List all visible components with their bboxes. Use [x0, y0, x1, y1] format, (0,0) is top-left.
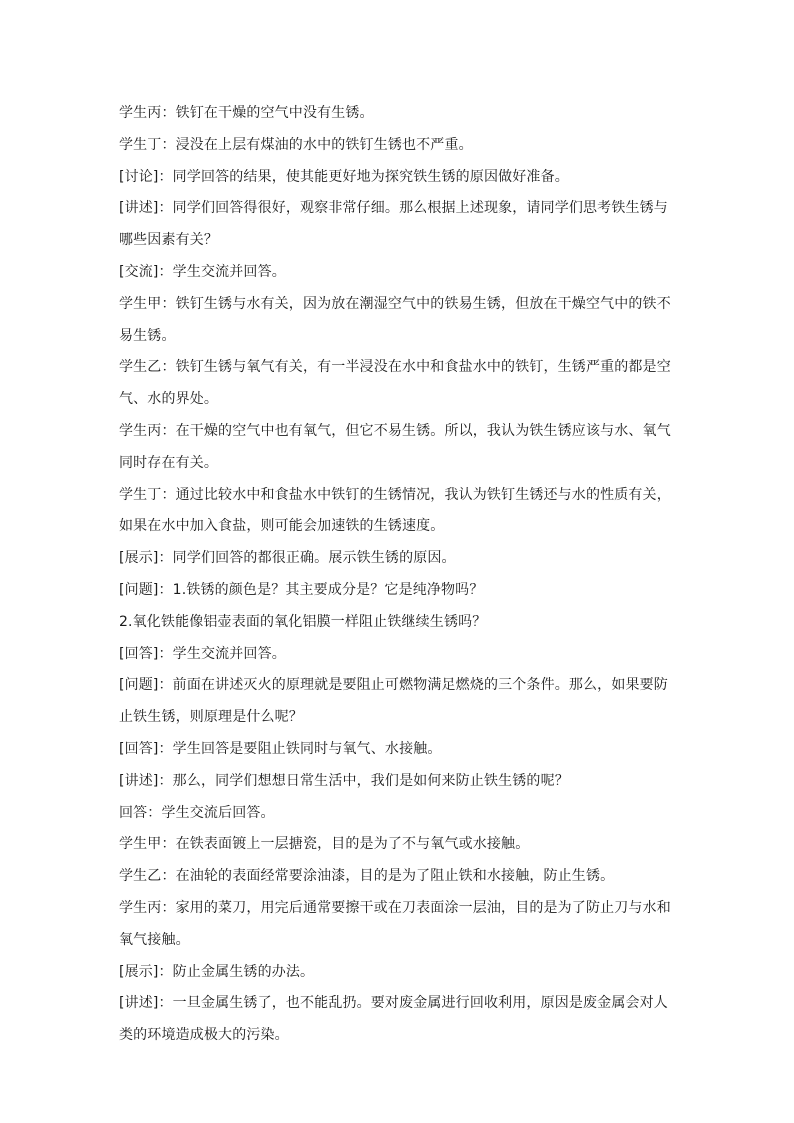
paragraph-13: [回答]：学生交流并回答。 — [119, 645, 286, 662]
paragraph-7: 学生乙：铁钉生锈与氧气有关，有一半浸没在水中和食盐水中的铁钉，生锈严重的都是空气、水的界处。 — [119, 359, 671, 408]
document-body — [119, 98, 679, 1052]
paragraph-6: 学生甲：铁钉生锈与水有关，因为放在潮湿空气中的铁易生锈，但放在干燥空气中的铁不易生锈。 — [119, 295, 671, 344]
paragraph-17: 回答：学生交流后回答。 — [119, 804, 275, 821]
paragraph-18: 学生甲：在铁表面镀上一层搪瓷，目的是为了不与氧气或水接触。 — [119, 836, 530, 853]
paragraph-19: 学生乙：在油轮的表面经常要涂油漆，目的是为了阻止铁和水接触，防止生锈。 — [119, 868, 615, 885]
paragraph-3: [讨论]：同学回答的结果，使其能更好地为探究铁生锈的原因做好准备。 — [119, 168, 569, 185]
paragraph-5: [交流]：学生交流并回答。 — [119, 263, 286, 280]
paragraph-11: [问题]：1.铁锈的颜色是？其主要成分是？它是纯净物吗？ — [119, 581, 484, 598]
paragraph-22: [讲述]：一旦金属生锈了，也不能乱扔。要对废金属进行回收利用，原因是废金属会对人类的环境造成极大的污染。 — [119, 995, 668, 1044]
paragraph-21: [展示]：防止金属生锈的办法。 — [119, 963, 315, 980]
paragraph-1: 学生丙：铁钉在干燥的空气中没有生锈。 — [119, 105, 374, 121]
paragraph-20: 学生丙：家用的菜刀，用完后通常要擦干或在刀表面涂一层油，目的是为了防止刀与水和氧气接触。 — [119, 899, 671, 948]
paragraph-12: 2.氧化铁能像铝壶表面的氧化铝膜一样阻止铁继续生锈吗？ — [119, 613, 487, 630]
paragraph-8: 学生丙：在干燥的空气中也有氧气，但它不易生锈。所以，我认为铁生锈应该与水、氧气同时存在有关。 — [119, 422, 671, 471]
paragraph-14: [问题]：前面在讲述灭火的原理就是要阻止可燃物满足燃烧的三个条件。那么，如果要防止铁生锈，则原理是什么呢？ — [119, 677, 668, 726]
paragraph-9: 学生丁：通过比较水中和食盐水中铁钉的生锈情况，我认为铁钉生锈还与水的性质有关，如果在水中加入食盐，则可能会加速铁的生锈速度。 — [119, 486, 671, 535]
paragraph-4: [讲述]：同学们回答得很好，观察非常仔细。那么根据上述现象，请同学们思考铁生锈与哪些因素有关？ — [119, 200, 668, 249]
paragraph-15: [回答]：学生回答是要阻止铁同时与氧气、水接触。 — [119, 740, 442, 757]
paragraph-2: 学生丁：浸没在上层有煤油的水中的铁钉生锈也不严重。 — [119, 136, 473, 153]
paragraph-10: [展示]：同学们回答的都很正确。展示铁生锈的原因。 — [119, 550, 456, 567]
paragraph-16: [讲述]：那么，同学们想想日常生活中，我们是如何来防止铁生锈的呢？ — [119, 772, 569, 789]
